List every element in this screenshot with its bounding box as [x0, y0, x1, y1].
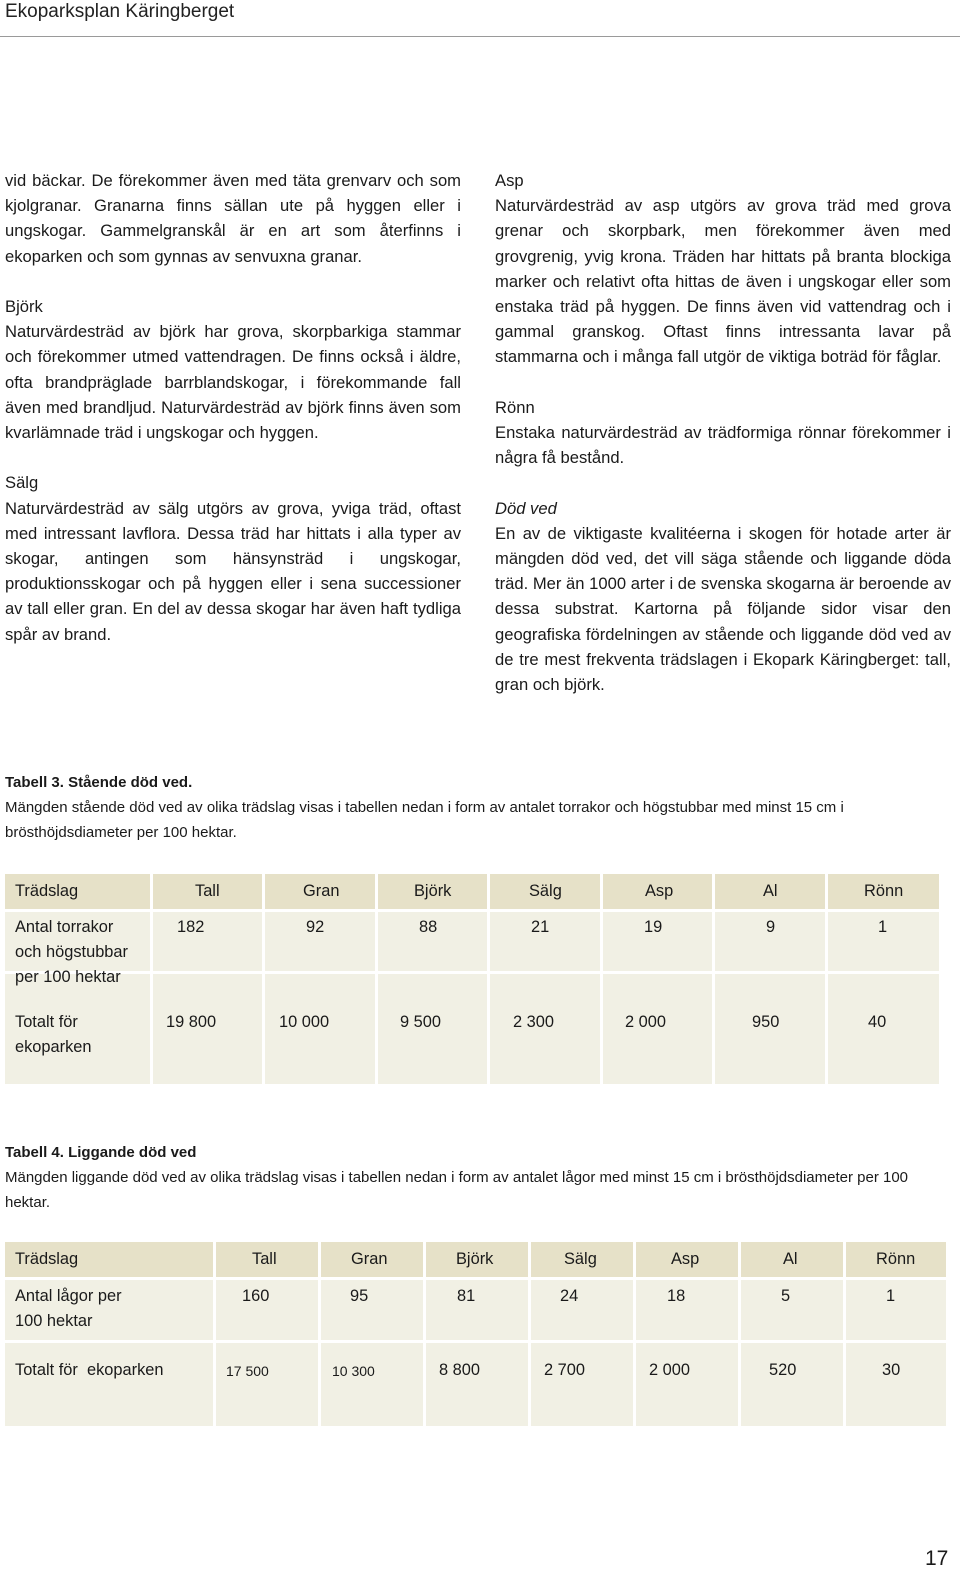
- row-label: Antal torrakor och högstubbar per 100 hektar: [15, 918, 128, 986]
- section-heading: Död ved: [495, 498, 557, 518]
- table-cell: 2 300: [513, 1013, 555, 1031]
- paragraph-text: En av de viktigaste kvalitéerna i skogen för hotade arter är mängden död ved, det vill säga stående och liggande döda träd. Mer än 1000 arter i de svenska skogarna är beroende av dessa substrat. Kartorna på följande sidor visar den geografiska fördelningen av stående och liggande död ved av de tre mest frekventa trädslagen i Ekopark Käringberget: tall, gran och björk.: [495, 523, 951, 695]
- table-cell: 18: [667, 1287, 686, 1305]
- table-cell: 1: [886, 1287, 896, 1305]
- paragraph-text: Naturvärdesträd av asp utgörs av grova träd med grova grenar och skorpbark, men förekommer även med grovgrenig, yvig krona. Träden har hittats på branta blockiga marker och relativt ofta hittas de även i ungskogar eller som enstaka träd på hyggen. De finns även vid vattendrag och i gammal granskog. Oftast finns intressanta lavar på stammarna och i många fall utgör de viktiga boträd för fåglar.: [495, 196, 951, 367]
- section-heading: Asp: [495, 171, 524, 190]
- table-cell: 24: [560, 1287, 579, 1305]
- table-cell: 10 000: [279, 1013, 330, 1031]
- table-cell: 2 700: [544, 1361, 586, 1379]
- table-cell: 8 800: [439, 1361, 481, 1379]
- paragraph-bjork: [5, 294, 461, 445]
- column-header-ronn: Rönn: [864, 882, 904, 900]
- column-header-al: Al: [783, 1250, 798, 1268]
- column-header-gran: Gran: [351, 1250, 388, 1268]
- table-cell: 520: [769, 1361, 797, 1379]
- table3-caption: Tabell 3. Stående död ved.: [5, 774, 193, 791]
- section-heading: Rönn: [495, 397, 535, 417]
- column-header-bjork: Björk: [414, 882, 452, 900]
- table4-description: Mängden liggande död ved av olika trädslag visas i tabellen nedan i form av antalet lågor med minst 15 cm i brösthöjdsdiameter per 100 hektar.: [5, 1169, 909, 1211]
- paragraph-text: Enstaka naturvärdesträd av trädformiga rönnar förekommer i några få bestånd.: [495, 423, 951, 468]
- table-cell: 160: [242, 1287, 270, 1305]
- table3-caption-block: [5, 770, 949, 845]
- table-cell: 92: [306, 918, 325, 936]
- column-header-tall: Tall: [195, 882, 220, 900]
- table4-caption-block: [5, 1140, 949, 1215]
- section-heading: Björk: [5, 297, 43, 316]
- table-cell: 2 000: [625, 1013, 667, 1031]
- column-header-tall: Tall: [252, 1250, 277, 1268]
- column-header-salg: Sälg: [564, 1250, 597, 1268]
- row-label: Antal lågor per 100 hektar: [15, 1287, 122, 1330]
- page-number: 17: [925, 1547, 949, 1570]
- table-cell: 950: [752, 1013, 780, 1031]
- paragraph-text: Naturvärdesträd av sälg utgörs av grova, yviga träd, oftast med intressant lavflora. Dessa träd har hittats i alla typer av skogar, antingen som hänsynsträd i ungskogar, produktionsskogar och på hyggen eller i sena successioner av tall eller gran. En del av dessa skogar har även haft tydliga spår av brand.: [5, 498, 461, 644]
- table-cell: 19: [644, 918, 663, 936]
- paragraph-text: vid bäckar. De förekommer även med täta grenvarv och som kjolgranar. Granarna finns sällan ute på hyggen eller i ungskogar. Gammelgranskål är en art som återfinns i ekoparken och som gynnas av senvuxna granar.: [5, 171, 461, 266]
- column-header-tradslag: Trädslag: [15, 1250, 79, 1268]
- table4-caption: Tabell 4. Liggande död ved: [5, 1144, 197, 1161]
- table-cell: 88: [419, 918, 438, 936]
- table-cell: 30: [882, 1361, 901, 1379]
- table-cell: 9 500: [400, 1013, 442, 1031]
- right-text-column: [495, 168, 951, 697]
- paragraph-dod-ved: [495, 496, 951, 698]
- column-header-tradslag: Trädslag: [15, 882, 79, 900]
- row-label: Totalt för ekoparken: [15, 1013, 92, 1056]
- table4: [5, 1242, 946, 1426]
- table3: [5, 874, 939, 1084]
- paragraph-gran-continued: [5, 168, 461, 269]
- page-header: [0, 0, 960, 37]
- table-cell: 95: [350, 1287, 369, 1305]
- table-cell: 17 500: [226, 1363, 269, 1379]
- column-header-asp: Asp: [671, 1250, 700, 1268]
- table-cell: 9: [766, 918, 776, 936]
- table-cell: 1: [878, 918, 888, 936]
- paragraph-salg: [5, 470, 461, 646]
- table-cell: 2 000: [649, 1361, 691, 1379]
- table-cell: 10 300: [332, 1363, 375, 1379]
- table-header-row: [5, 874, 939, 909]
- table-cell: 182: [177, 918, 205, 936]
- row-label: Totalt för ekoparken: [15, 1361, 164, 1379]
- column-header-asp: Asp: [645, 882, 674, 900]
- column-header-bjork: Björk: [456, 1250, 494, 1268]
- paragraph-text: Naturvärdesträd av björk har grova, skorpbarkiga stammar och förekommer utmed vattendragen. De finns också i äldre, ofta brandpräglade barrblandskogar, i förekommande fall även med brandljud. Naturvärdesträd av björk finns även som kvarlämnade träd i ungskogar och hyggen.: [5, 322, 461, 443]
- table3-description: Mängden stående död ved av olika trädslag visas i tabellen nedan i form av antalet torrakor och högstubbar med minst 15 cm i brösthöjdsdiameter per 100 hektar.: [5, 799, 844, 841]
- table-cell: 21: [531, 918, 550, 936]
- column-header-ronn: Rönn: [876, 1250, 916, 1268]
- table-cell: 81: [457, 1287, 476, 1305]
- section-heading: Sälg: [5, 473, 39, 493]
- table-cell: 40: [868, 1013, 887, 1031]
- column-header-gran: Gran: [303, 882, 340, 900]
- paragraph-asp: [495, 168, 951, 370]
- left-text-column: [5, 168, 461, 647]
- column-header-salg: Sälg: [529, 882, 562, 900]
- column-header-al: Al: [763, 882, 778, 900]
- table-cell: 5: [781, 1287, 791, 1305]
- paragraph-ronn: [495, 395, 951, 471]
- table-cell: 19 800: [166, 1013, 217, 1031]
- document-title: Ekoparksplan Käringberget: [5, 1, 235, 22]
